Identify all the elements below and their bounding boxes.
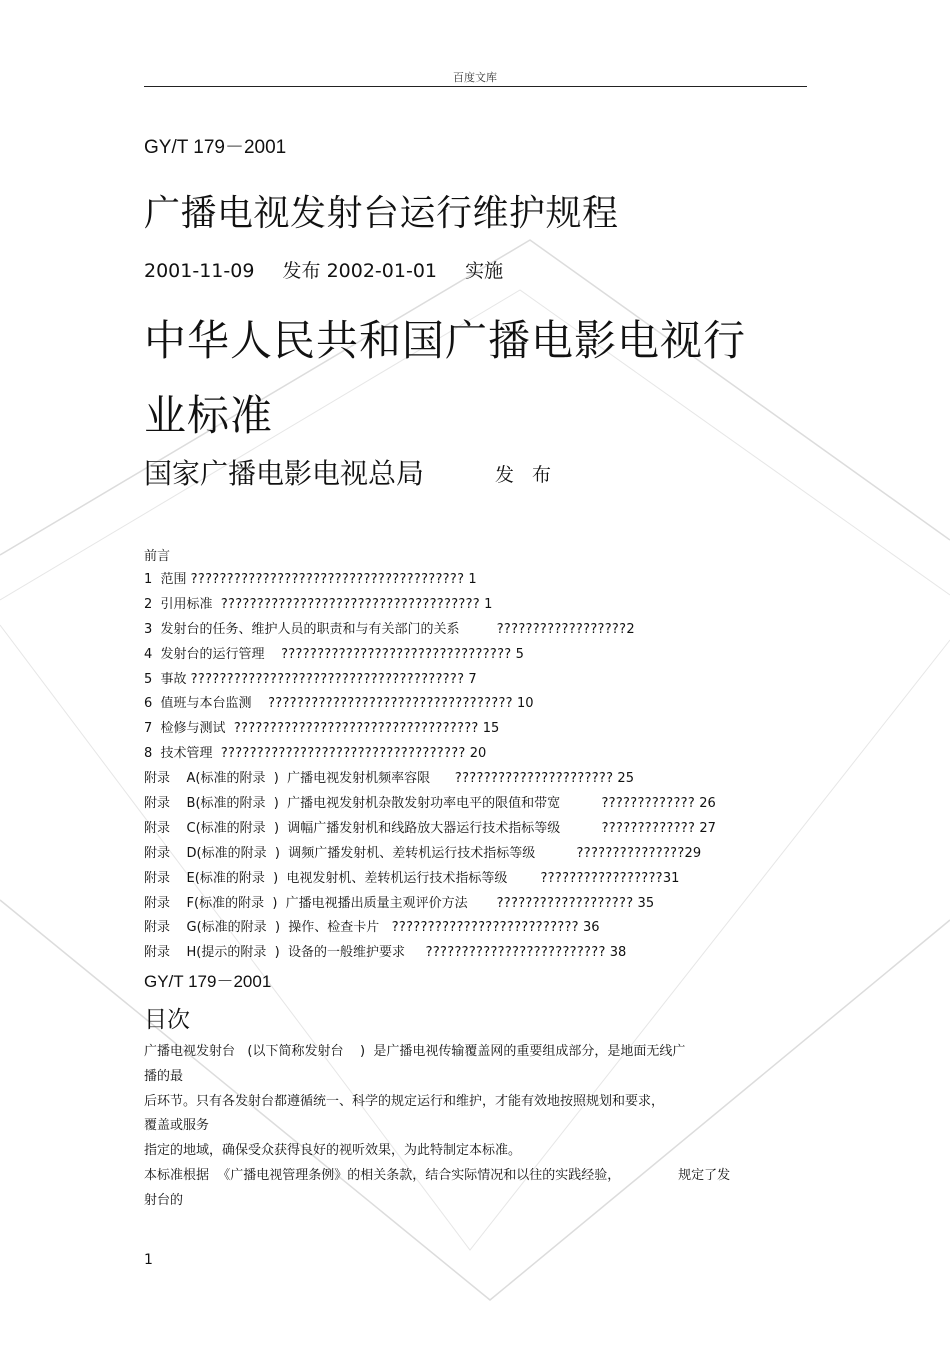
standard-type-line1: 中华人民共和国广播电影电视行: [144, 316, 747, 365]
toc-entry-label: 7 检修与测试: [144, 721, 234, 737]
toc-entry-label: 附录 A(标准的附录 ) 广播电视发射机频率容限: [144, 771, 455, 787]
toc-entry-leader: ?????????????: [601, 820, 696, 836]
toc-entry: [144, 568, 716, 593]
header-divider: [144, 86, 807, 87]
issuer-name: 国家广播电影电视总局: [144, 457, 425, 490]
toc-entry-label: 附录 B(标准的附录 ) 广播电视发射机杂散发射功率电平的限值和带宽: [144, 796, 602, 812]
toc-entry-page: 31: [662, 870, 680, 886]
document-title: 广播电视发射台运行维护规程: [144, 193, 619, 234]
issue-date: 2001-11-09: [144, 260, 255, 282]
toc-entry-leader: ???????????????????: [496, 895, 634, 911]
toc-entry-label: 附录 E(标准的附录 ) 电视发射机、差转机运行技术指标等级: [144, 870, 541, 886]
toc-entry-label: 附录 H(提示的附录 ) 设备的一般维护要求: [144, 945, 426, 961]
toc-entry-leader: ????????????????????????????????????: [220, 596, 481, 612]
toc-entry: [144, 817, 716, 842]
toc-preface: 前言: [144, 549, 171, 564]
toc-entry-leader: ??????????????????????????????????: [220, 746, 466, 762]
toc-entry: [144, 767, 716, 792]
toc-entry-label: 8 技术管理: [144, 746, 221, 762]
toc-entry: [144, 941, 716, 966]
effective-label: 实施: [465, 260, 504, 282]
toc-entry-page: 5: [511, 646, 524, 662]
toc-entry: [144, 618, 716, 643]
toc-entry-page: 20: [465, 746, 487, 762]
toc-entry: [144, 593, 716, 618]
toc-entry-leader: ??????????????????: [496, 621, 627, 637]
toc-entry-page: 36: [578, 920, 600, 936]
toc-entry-leader: ????????????????????????????????: [281, 646, 512, 662]
toc-entry-page: 35: [633, 895, 655, 911]
foreword-paragraph: [144, 1040, 804, 1214]
paragraph-line: 指定的地域，确保受众获得良好的视听效果，为此特制定本标准。: [144, 1143, 522, 1159]
toc-entry-page: 26: [695, 796, 716, 812]
issue-dates: [144, 256, 503, 283]
table-of-contents: [144, 568, 716, 966]
toc-entry-leader: ?????????????: [601, 796, 696, 812]
toc-entry-label: 附录 C(标准的附录 ) 调幅广播发射机和线路放大器运行技术指标等级: [144, 820, 602, 836]
paragraph-line: 广播电视发射台 (以下简称发射台 ) 是广播电视传输覆盖网的重要组成部分，是地面无线广: [144, 1044, 686, 1059]
toc-entry-label: 3 发射台的任务、维护人员的职责和与有关部门的关系: [144, 621, 497, 637]
paragraph-line: 播的最: [144, 1068, 184, 1084]
toc-entry-page: 29: [684, 845, 702, 861]
toc-entry: [144, 717, 716, 742]
contents-heading: 目次: [144, 1007, 190, 1033]
toc-entry-label: 2 引用标准: [144, 596, 221, 612]
header-site-name: 百度文库: [453, 71, 497, 84]
standard-type-line2: 业标准: [144, 391, 274, 440]
toc-entry-page: 1: [464, 572, 477, 587]
toc-entry: [144, 668, 716, 693]
paragraph-line: 本标准根据 《广播电视管理条例》的相关条款，结合实际情况和以往的实践经验， 规定了发: [144, 1167, 731, 1183]
toc-entry-page: 2: [626, 621, 635, 637]
toc-entry: [144, 867, 716, 892]
toc-entry: [144, 643, 716, 668]
toc-entry-page: 38: [605, 945, 627, 961]
toc-entry-page: 7: [464, 671, 477, 687]
toc-entry-leader: ??????????????????????????????????????: [190, 671, 465, 687]
toc-entry-leader: ??????????????????????????: [391, 920, 579, 936]
paragraph-line: 后环节。只有各发射台都遵循统一、科学的规定运行和维护，才能有效地按照规划和要求，: [144, 1093, 665, 1109]
toc-entry-page: 27: [695, 820, 716, 836]
toc-entry-leader: ??????????????????????????????????: [233, 721, 479, 737]
paragraph-line: 覆盖或服务: [144, 1118, 210, 1134]
toc-entry-leader: ??????????????????????????????????????: [190, 572, 465, 587]
toc-entry-leader: ??????????????????????: [454, 771, 614, 787]
toc-entry-label: 附录 F(标准的附录 ) 广播电视播出质量主观评价方法: [144, 895, 497, 911]
toc-entry-label: 1 范围: [144, 572, 191, 587]
page-number: 1: [144, 1252, 153, 1268]
toc-entry-leader: ???????????????: [576, 845, 685, 861]
contents-document-code: GY/T 179－2001: [144, 972, 272, 991]
toc-entry-page: 10: [512, 696, 534, 712]
toc-entry-page: 25: [613, 771, 634, 787]
document-code: GY/T 179－2001: [144, 137, 287, 158]
toc-entry: [144, 792, 716, 817]
toc-entry: [144, 692, 716, 717]
toc-entry: [144, 842, 716, 867]
toc-entry-label: 4 发射台的运行管理: [144, 646, 282, 662]
issuer-action: 发 布: [495, 464, 558, 486]
toc-entry-label: 附录 D(标准的附录 ) 调频广播发射机、差转机运行技术指标等级: [144, 845, 577, 861]
effective-date: 2002-01-01: [326, 260, 437, 282]
toc-entry-label: 6 值班与本台监测: [144, 696, 269, 712]
toc-entry: [144, 892, 716, 917]
toc-entry-leader: ??????????????????????????????????: [268, 696, 513, 712]
toc-entry: [144, 742, 716, 767]
toc-entry-label: 附录 G(标准的附录 ) 操作、检查卡片: [144, 920, 392, 936]
toc-entry-leader: ?????????????????????????: [425, 945, 606, 961]
toc-entry-label: 5 事故: [144, 671, 191, 687]
toc-entry: [144, 916, 716, 941]
toc-entry-page: 1: [480, 596, 493, 612]
paragraph-line: 射台的: [144, 1192, 184, 1208]
issue-label: 发布: [282, 260, 321, 282]
toc-entry-leader: ?????????????????: [540, 870, 663, 886]
toc-entry-page: 15: [478, 721, 500, 737]
